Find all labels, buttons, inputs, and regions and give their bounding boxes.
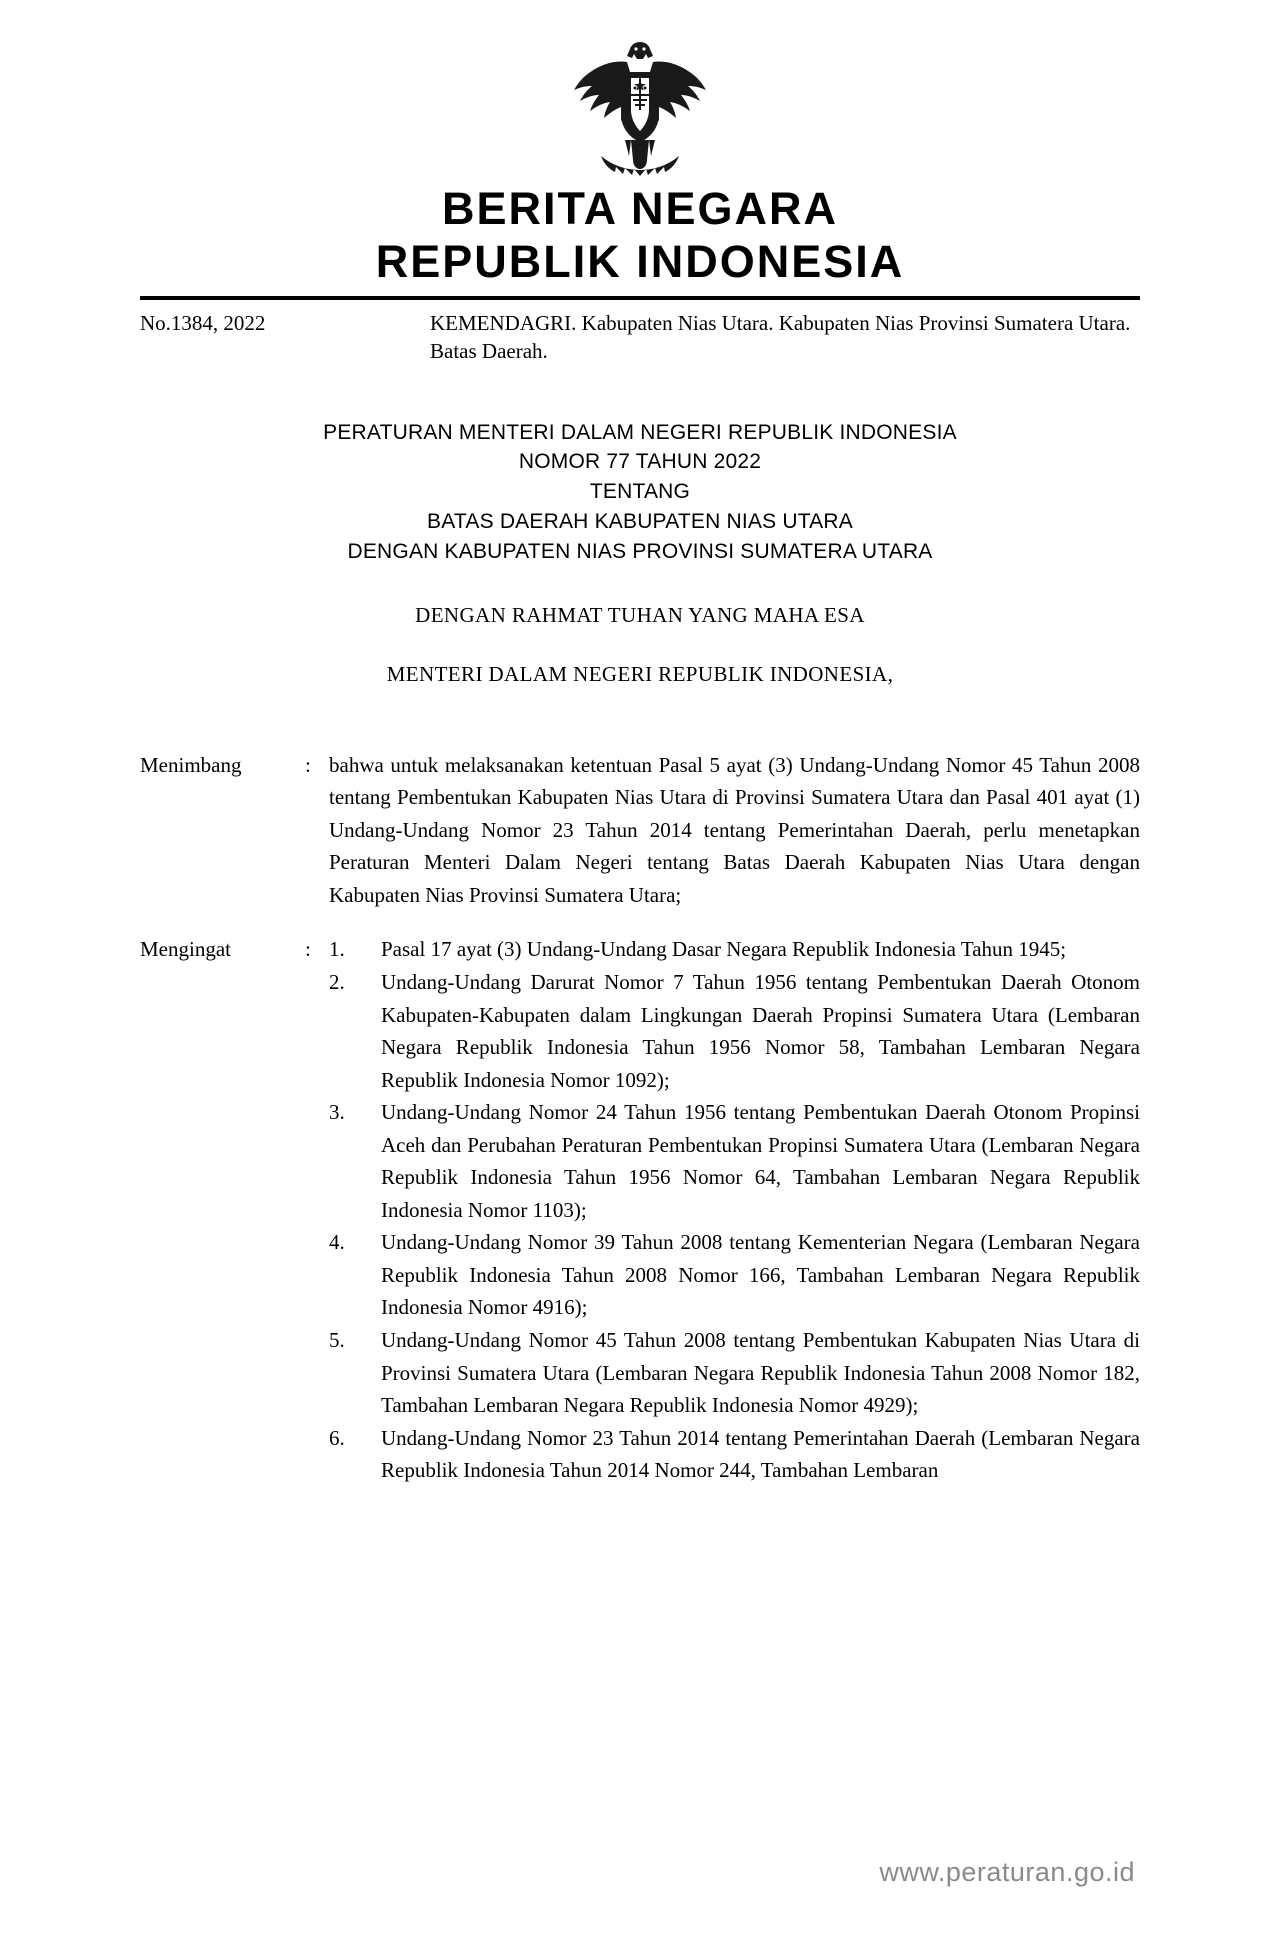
- clause-observing-body: [329, 933, 1140, 1486]
- regulation-title-block: [140, 418, 1140, 567]
- footer-watermark: www.peraturan.go.id: [879, 1857, 1135, 1887]
- masthead: [140, 182, 1140, 288]
- document-body: [140, 0, 1140, 1509]
- clause-considering-colon: :: [305, 752, 311, 777]
- regulation-about-label: TENTANG: [589, 480, 691, 504]
- list-item-text: Undang-Undang Nomor 39 Tahun 2008 tentang Kementerian Negara (Lembaran Negara Republik Indonesia Tahun 2008 Nomor 166, Tambahan Lembaran Negara Republik Indonesia Nomor 4916);: [381, 1230, 1140, 1320]
- list-item-number: 3.: [329, 1100, 345, 1125]
- list-item-text: Undang-Undang Nomor 24 Tahun 1956 tentang Pembentukan Daerah Otonom Propinsi Aceh dan Perubahan Peraturan Pembentukan Propinsi Sumatera Utara (Lembaran Negara Republik Indonesia Tahun 1956 Nomor 64, Tambahan Lembaran Negara Republik Indonesia Nomor 1103);: [381, 1100, 1140, 1222]
- list-item: [329, 1226, 1140, 1324]
- list-item: [329, 1324, 1140, 1422]
- clause-observing: [140, 933, 1140, 1486]
- regulation-subject-line-1: BATAS DAERAH KABUPATEN NIAS UTARA: [427, 510, 853, 534]
- list-item-text: Undang-Undang Nomor 23 Tahun 2014 tentang Pemerintahan Daerah (Lembaran Negara Republik Indonesia Tahun 2014 Nomor 244, Tambahan Lembaran: [381, 1425, 1140, 1483]
- regulation-subject-line-2: DENGAN KABUPATEN NIAS PROVINSI SUMATERA UTARA: [347, 539, 933, 563]
- issue-subject: KEMENDAGRI. Kabupaten Nias Utara. Kabupaten Nias Provinsi Sumatera Utara. Batas Daerah.: [430, 311, 1131, 363]
- masthead-line-1: BERITA NEGARA: [442, 183, 838, 234]
- regulation-number: NOMOR 77 TAHUN 2022: [518, 450, 762, 474]
- clauses-section: [140, 749, 1140, 1487]
- list-item-number: 1.: [329, 937, 345, 962]
- blessing-text: DENGAN RAHMAT TUHAN YANG MAHA ESA: [415, 602, 865, 627]
- masthead-line-2: REPUBLIK INDONESIA: [375, 236, 905, 288]
- list-item-text: Pasal 17 ayat (3) Undang-Undang Dasar Negara Republik Indonesia Tahun 1945;: [381, 937, 1067, 962]
- list-item-text: Undang-Undang Nomor 45 Tahun 2008 tentang Pembentukan Kabupaten Nias Utara di Provinsi Sumatera Utara (Lembaran Negara Republik Indonesia Tahun 2008 Nomor 182, Tambahan Lembaran Negara Republik Indonesia Nomor 4929);: [381, 1327, 1140, 1418]
- list-item-number: 5.: [329, 1327, 345, 1352]
- clause-considering: [140, 749, 1140, 912]
- list-item-number: 4.: [329, 1230, 345, 1255]
- clause-considering-label: Menimbang: [140, 752, 242, 777]
- clause-considering-body: [329, 749, 1140, 912]
- issue-line: [140, 310, 1140, 365]
- list-item-number: 2.: [329, 969, 345, 994]
- list-item: [329, 933, 1140, 966]
- emblem-container: [140, 0, 1140, 176]
- garuda-pancasila-emblem: [565, 36, 715, 176]
- observing-list: [329, 933, 1140, 1486]
- signatory-text: MENTERI DALAM NEGERI REPUBLIK INDONESIA,: [386, 661, 894, 686]
- list-item: [329, 1096, 1140, 1226]
- list-item: [329, 966, 1140, 1096]
- list-item-text: Undang-Undang Darurat Nomor 7 Tahun 1956 tentang Pembentukan Daerah Otonom Kabupaten-Kabupaten dalam Lingkungan Daerah Propinsi Sumatera Utara (Lembaran Negara Republik Indonesia Tahun 1956 Nomor 58, Tambahan Lembaran Negara Republik Indonesia Nomor 1092);: [381, 969, 1140, 1092]
- page-title: PERATURAN MENTERI DALAM NEGERI REPUBLIK INDONESIA: [323, 420, 957, 444]
- clause-considering-text: bahwa untuk melaksanakan ketentuan Pasal 5 ayat (3) Undang-Undang Nomor 45 Tahun 2008 tentang Pembentukan Kabupaten Nias Utara di Provinsi Sumatera Utara dan Pasal 401 ayat (1) Undang-Undang Nomor 23 Tahun 2014 tentang Pemerintahan Daerah, perlu menetapkan Peraturan Menteri Dalam Negeri tentang Batas Daerah Kabupaten Nias Utara dengan Kabupaten Nias Provinsi Sumatera Utara;: [329, 752, 1140, 907]
- issue-number: No.1384, 2022: [140, 311, 266, 336]
- clause-observing-colon: :: [305, 937, 311, 962]
- list-item-number: 6.: [329, 1425, 345, 1450]
- clause-observing-label: Mengingat: [140, 937, 231, 962]
- list-item: [329, 1422, 1140, 1487]
- masthead-divider: [140, 296, 1140, 300]
